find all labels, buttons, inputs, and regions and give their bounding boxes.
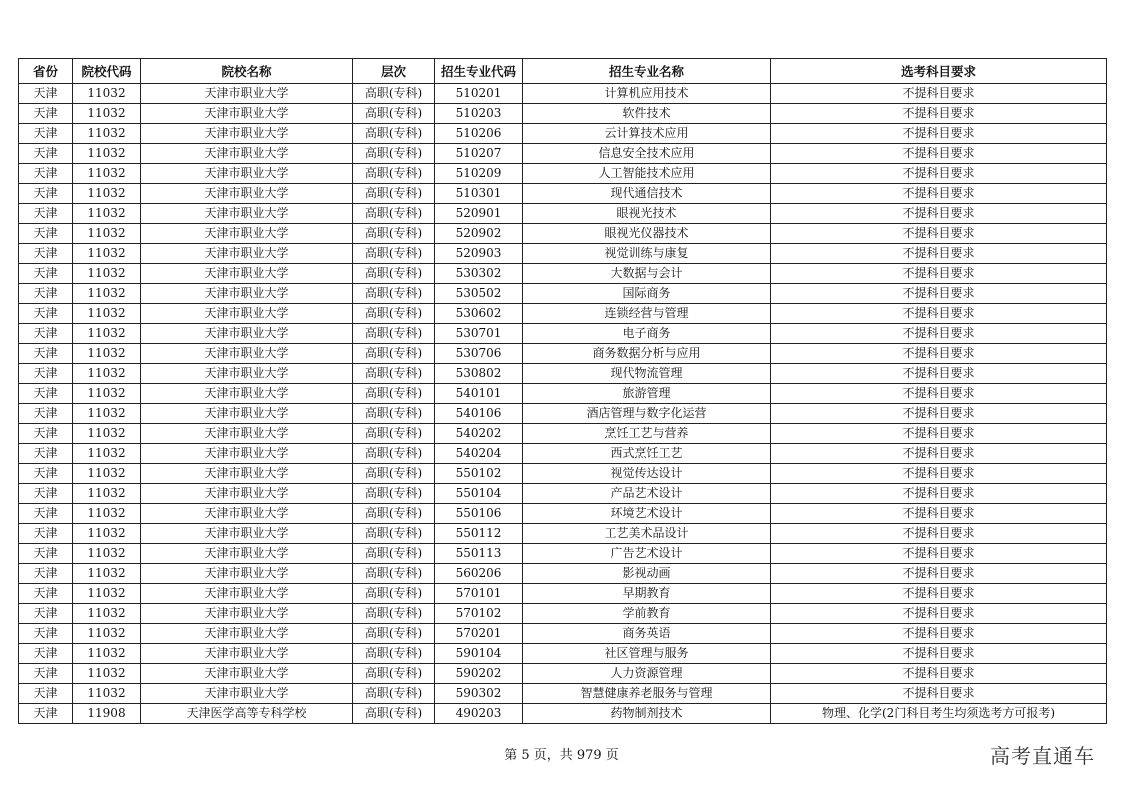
cell-school-code: 11032 [73, 244, 141, 264]
cell-school-code: 11032 [73, 604, 141, 624]
cell-subject-requirement: 不提科目要求 [771, 144, 1107, 164]
cell-province: 天津 [19, 144, 73, 164]
cell-province: 天津 [19, 404, 73, 424]
cell-major-code: 550112 [435, 524, 523, 544]
cell-school-code: 11032 [73, 404, 141, 424]
cell-major-code: 560206 [435, 564, 523, 584]
cell-major-name: 工艺美术品设计 [523, 524, 771, 544]
cell-subject-requirement: 不提科目要求 [771, 284, 1107, 304]
cell-subject-requirement: 不提科目要求 [771, 504, 1107, 524]
cell-school-code: 11032 [73, 184, 141, 204]
table-row [19, 224, 1107, 244]
cell-province: 天津 [19, 664, 73, 684]
cell-province: 天津 [19, 544, 73, 564]
cell-school-name: 天津市职业大学 [141, 504, 353, 524]
cell-school-name: 天津市职业大学 [141, 264, 353, 284]
cell-school-name: 天津市职业大学 [141, 444, 353, 464]
cell-school-name: 天津市职业大学 [141, 164, 353, 184]
cell-subject-requirement: 不提科目要求 [771, 184, 1107, 204]
cell-level: 高职(专科) [353, 264, 435, 284]
cell-province: 天津 [19, 484, 73, 504]
table-row [19, 104, 1107, 124]
cell-level: 高职(专科) [353, 124, 435, 144]
cell-subject-requirement: 不提科目要求 [771, 524, 1107, 544]
cell-subject-requirement: 不提科目要求 [771, 404, 1107, 424]
cell-major-code: 590104 [435, 644, 523, 664]
cell-major-code: 510206 [435, 124, 523, 144]
cell-school-name: 天津市职业大学 [141, 604, 353, 624]
table-row [19, 404, 1107, 424]
cell-major-name: 大数据与会计 [523, 264, 771, 284]
cell-province: 天津 [19, 424, 73, 444]
cell-major-code: 550113 [435, 544, 523, 564]
table-row [19, 384, 1107, 404]
cell-major-name: 商务英语 [523, 624, 771, 644]
column-header-province: 省份 [19, 59, 73, 84]
cell-major-code: 490203 [435, 704, 523, 724]
cell-school-name: 天津市职业大学 [141, 184, 353, 204]
cell-school-name: 天津市职业大学 [141, 404, 353, 424]
cell-major-name: 西式烹饪工艺 [523, 444, 771, 464]
cell-major-name: 学前教育 [523, 604, 771, 624]
cell-province: 天津 [19, 344, 73, 364]
cell-major-code: 520903 [435, 244, 523, 264]
cell-major-name: 产品艺术设计 [523, 484, 771, 504]
cell-subject-requirement: 不提科目要求 [771, 424, 1107, 444]
cell-major-code: 530701 [435, 324, 523, 344]
cell-school-name: 天津市职业大学 [141, 324, 353, 344]
table-row [19, 564, 1107, 584]
table-row [19, 124, 1107, 144]
cell-province: 天津 [19, 244, 73, 264]
cell-major-name: 广告艺术设计 [523, 544, 771, 564]
cell-subject-requirement: 不提科目要求 [771, 244, 1107, 264]
cell-school-name: 天津市职业大学 [141, 244, 353, 264]
cell-school-name: 天津市职业大学 [141, 104, 353, 124]
cell-school-name: 天津市职业大学 [141, 484, 353, 504]
cell-major-name: 烹饪工艺与营养 [523, 424, 771, 444]
cell-subject-requirement: 不提科目要求 [771, 224, 1107, 244]
table-row [19, 624, 1107, 644]
cell-major-name: 电子商务 [523, 324, 771, 344]
cell-province: 天津 [19, 624, 73, 644]
cell-school-name: 天津市职业大学 [141, 544, 353, 564]
cell-subject-requirement: 不提科目要求 [771, 304, 1107, 324]
cell-level: 高职(专科) [353, 284, 435, 304]
cell-province: 天津 [19, 84, 73, 104]
cell-level: 高职(专科) [353, 404, 435, 424]
cell-level: 高职(专科) [353, 424, 435, 444]
cell-school-name: 天津市职业大学 [141, 204, 353, 224]
cell-major-code: 590302 [435, 684, 523, 704]
admission-requirements-table-container [18, 58, 1106, 724]
cell-province: 天津 [19, 204, 73, 224]
cell-school-name: 天津市职业大学 [141, 364, 353, 384]
cell-subject-requirement: 不提科目要求 [771, 124, 1107, 144]
cell-major-code: 530502 [435, 284, 523, 304]
cell-level: 高职(专科) [353, 484, 435, 504]
cell-school-name: 天津市职业大学 [141, 464, 353, 484]
cell-school-code: 11032 [73, 104, 141, 124]
cell-major-name: 视觉训练与康复 [523, 244, 771, 264]
cell-major-code: 570201 [435, 624, 523, 644]
cell-subject-requirement: 不提科目要求 [771, 604, 1107, 624]
cell-school-code: 11032 [73, 164, 141, 184]
cell-level: 高职(专科) [353, 664, 435, 684]
cell-level: 高职(专科) [353, 504, 435, 524]
cell-subject-requirement: 不提科目要求 [771, 644, 1107, 664]
cell-subject-requirement: 不提科目要求 [771, 544, 1107, 564]
cell-level: 高职(专科) [353, 164, 435, 184]
cell-school-code: 11032 [73, 144, 141, 164]
cell-level: 高职(专科) [353, 244, 435, 264]
cell-major-name: 眼视光技术 [523, 204, 771, 224]
column-header-school-code: 院校代码 [73, 59, 141, 84]
table-row [19, 584, 1107, 604]
cell-level: 高职(专科) [353, 364, 435, 384]
cell-major-code: 510301 [435, 184, 523, 204]
cell-level: 高职(专科) [353, 384, 435, 404]
cell-subject-requirement: 不提科目要求 [771, 564, 1107, 584]
cell-province: 天津 [19, 504, 73, 524]
column-header-major-name: 招生专业名称 [523, 59, 771, 84]
cell-subject-requirement: 不提科目要求 [771, 164, 1107, 184]
cell-province: 天津 [19, 164, 73, 184]
cell-school-code: 11032 [73, 384, 141, 404]
table-row [19, 304, 1107, 324]
cell-level: 高职(专科) [353, 644, 435, 664]
cell-subject-requirement: 不提科目要求 [771, 384, 1107, 404]
cell-level: 高职(专科) [353, 604, 435, 624]
cell-major-code: 530302 [435, 264, 523, 284]
cell-school-code: 11032 [73, 124, 141, 144]
cell-major-name: 连锁经营与管理 [523, 304, 771, 324]
cell-school-code: 11032 [73, 84, 141, 104]
table-row [19, 504, 1107, 524]
cell-province: 天津 [19, 444, 73, 464]
table-row [19, 484, 1107, 504]
column-header-school-name: 院校名称 [141, 59, 353, 84]
cell-province: 天津 [19, 584, 73, 604]
cell-major-name: 环境艺术设计 [523, 504, 771, 524]
table-row [19, 284, 1107, 304]
column-header-major-code: 招生专业代码 [435, 59, 523, 84]
cell-major-code: 590202 [435, 664, 523, 684]
cell-school-code: 11032 [73, 484, 141, 504]
table-row [19, 604, 1107, 624]
cell-province: 天津 [19, 684, 73, 704]
cell-school-name: 天津市职业大学 [141, 644, 353, 664]
cell-level: 高职(专科) [353, 464, 435, 484]
cell-subject-requirement: 物理、化学(2门科目考生均须选考方可报考) [771, 704, 1107, 724]
cell-school-code: 11032 [73, 544, 141, 564]
cell-school-name: 天津市职业大学 [141, 144, 353, 164]
cell-level: 高职(专科) [353, 224, 435, 244]
cell-major-name: 社区管理与服务 [523, 644, 771, 664]
cell-province: 天津 [19, 564, 73, 584]
cell-school-name: 天津市职业大学 [141, 664, 353, 684]
table-row [19, 464, 1107, 484]
cell-province: 天津 [19, 384, 73, 404]
cell-province: 天津 [19, 464, 73, 484]
cell-level: 高职(专科) [353, 184, 435, 204]
cell-major-name: 眼视光仪器技术 [523, 224, 771, 244]
cell-level: 高职(专科) [353, 444, 435, 464]
cell-major-code: 530706 [435, 344, 523, 364]
cell-school-name: 天津市职业大学 [141, 284, 353, 304]
cell-major-code: 550104 [435, 484, 523, 504]
cell-school-code: 11032 [73, 524, 141, 544]
cell-school-code: 11032 [73, 504, 141, 524]
cell-school-name: 天津医学高等专科学校 [141, 704, 353, 724]
cell-level: 高职(专科) [353, 564, 435, 584]
cell-level: 高职(专科) [353, 624, 435, 644]
cell-major-code: 540106 [435, 404, 523, 424]
admission-requirements-table [18, 58, 1107, 724]
cell-major-code: 510203 [435, 104, 523, 124]
cell-school-name: 天津市职业大学 [141, 124, 353, 144]
cell-subject-requirement: 不提科目要求 [771, 324, 1107, 344]
cell-school-name: 天津市职业大学 [141, 424, 353, 444]
table-row [19, 664, 1107, 684]
cell-major-name: 信息安全技术应用 [523, 144, 771, 164]
cell-subject-requirement: 不提科目要求 [771, 624, 1107, 644]
cell-major-name: 云计算技术应用 [523, 124, 771, 144]
column-header-level: 层次 [353, 59, 435, 84]
cell-level: 高职(专科) [353, 524, 435, 544]
cell-school-name: 天津市职业大学 [141, 524, 353, 544]
cell-school-name: 天津市职业大学 [141, 684, 353, 704]
table-header-row [19, 59, 1107, 84]
cell-province: 天津 [19, 224, 73, 244]
cell-school-code: 11032 [73, 564, 141, 584]
table-row [19, 684, 1107, 704]
cell-major-name: 软件技术 [523, 104, 771, 124]
cell-major-name: 智慧健康养老服务与管理 [523, 684, 771, 704]
table-row [19, 184, 1107, 204]
cell-school-code: 11032 [73, 264, 141, 284]
cell-school-name: 天津市职业大学 [141, 584, 353, 604]
cell-province: 天津 [19, 304, 73, 324]
cell-major-name: 人工智能技术应用 [523, 164, 771, 184]
cell-major-name: 药物制剂技术 [523, 704, 771, 724]
cell-province: 天津 [19, 104, 73, 124]
table-row [19, 544, 1107, 564]
cell-province: 天津 [19, 124, 73, 144]
cell-level: 高职(专科) [353, 144, 435, 164]
cell-province: 天津 [19, 364, 73, 384]
cell-major-code: 550106 [435, 504, 523, 524]
cell-major-name: 视觉传达设计 [523, 464, 771, 484]
cell-major-name: 早期教育 [523, 584, 771, 604]
cell-level: 高职(专科) [353, 204, 435, 224]
cell-province: 天津 [19, 604, 73, 624]
cell-school-code: 11032 [73, 644, 141, 664]
column-header-subject-requirement: 选考科目要求 [771, 59, 1107, 84]
cell-school-name: 天津市职业大学 [141, 304, 353, 324]
table-row [19, 524, 1107, 544]
cell-school-code: 11032 [73, 224, 141, 244]
cell-subject-requirement: 不提科目要求 [771, 684, 1107, 704]
cell-level: 高职(专科) [353, 544, 435, 564]
cell-subject-requirement: 不提科目要求 [771, 484, 1107, 504]
cell-subject-requirement: 不提科目要求 [771, 204, 1107, 224]
cell-school-name: 天津市职业大学 [141, 564, 353, 584]
table-row [19, 164, 1107, 184]
cell-level: 高职(专科) [353, 304, 435, 324]
cell-level: 高职(专科) [353, 344, 435, 364]
cell-subject-requirement: 不提科目要求 [771, 104, 1107, 124]
cell-school-code: 11032 [73, 324, 141, 344]
table-row [19, 84, 1107, 104]
cell-province: 天津 [19, 644, 73, 664]
cell-province: 天津 [19, 264, 73, 284]
cell-school-name: 天津市职业大学 [141, 84, 353, 104]
table-row [19, 244, 1107, 264]
cell-school-code: 11032 [73, 304, 141, 324]
cell-school-code: 11032 [73, 344, 141, 364]
cell-major-code: 510209 [435, 164, 523, 184]
table-row [19, 324, 1107, 344]
cell-major-name: 旅游管理 [523, 384, 771, 404]
cell-school-code: 11032 [73, 204, 141, 224]
cell-level: 高职(专科) [353, 104, 435, 124]
cell-major-name: 商务数据分析与应用 [523, 344, 771, 364]
cell-subject-requirement: 不提科目要求 [771, 264, 1107, 284]
cell-major-code: 530802 [435, 364, 523, 384]
cell-major-name: 酒店管理与数字化运营 [523, 404, 771, 424]
cell-major-name: 现代物流管理 [523, 364, 771, 384]
cell-school-code: 11908 [73, 704, 141, 724]
table-body [19, 84, 1107, 724]
cell-subject-requirement: 不提科目要求 [771, 344, 1107, 364]
cell-major-code: 540202 [435, 424, 523, 444]
table-row [19, 424, 1107, 444]
cell-level: 高职(专科) [353, 584, 435, 604]
cell-level: 高职(专科) [353, 324, 435, 344]
cell-province: 天津 [19, 284, 73, 304]
cell-province: 天津 [19, 184, 73, 204]
cell-school-code: 11032 [73, 284, 141, 304]
cell-province: 天津 [19, 704, 73, 724]
cell-school-name: 天津市职业大学 [141, 624, 353, 644]
cell-major-code: 550102 [435, 464, 523, 484]
cell-subject-requirement: 不提科目要求 [771, 84, 1107, 104]
cell-major-code: 540204 [435, 444, 523, 464]
cell-school-code: 11032 [73, 684, 141, 704]
cell-school-code: 11032 [73, 424, 141, 444]
cell-school-code: 11032 [73, 664, 141, 684]
cell-school-name: 天津市职业大学 [141, 344, 353, 364]
cell-major-code: 570101 [435, 584, 523, 604]
cell-level: 高职(专科) [353, 84, 435, 104]
cell-major-code: 530602 [435, 304, 523, 324]
cell-major-code: 520901 [435, 204, 523, 224]
cell-major-name: 计算机应用技术 [523, 84, 771, 104]
cell-subject-requirement: 不提科目要求 [771, 584, 1107, 604]
cell-subject-requirement: 不提科目要求 [771, 464, 1107, 484]
table-row [19, 264, 1107, 284]
cell-school-name: 天津市职业大学 [141, 224, 353, 244]
cell-subject-requirement: 不提科目要求 [771, 444, 1107, 464]
cell-province: 天津 [19, 524, 73, 544]
cell-major-name: 国际商务 [523, 284, 771, 304]
page-number-footer: 第 5 页，共 979 页 [504, 748, 619, 763]
cell-major-code: 570102 [435, 604, 523, 624]
cell-school-code: 11032 [73, 584, 141, 604]
cell-major-code: 520902 [435, 224, 523, 244]
table-row [19, 364, 1107, 384]
cell-school-name: 天津市职业大学 [141, 384, 353, 404]
table-row [19, 644, 1107, 664]
cell-subject-requirement: 不提科目要求 [771, 664, 1107, 684]
cell-major-name: 人力资源管理 [523, 664, 771, 684]
table-row [19, 704, 1107, 724]
cell-major-code: 510207 [435, 144, 523, 164]
cell-major-code: 540101 [435, 384, 523, 404]
table-row [19, 344, 1107, 364]
cell-school-code: 11032 [73, 624, 141, 644]
cell-major-code: 510201 [435, 84, 523, 104]
table-row [19, 444, 1107, 464]
cell-major-name: 影视动画 [523, 564, 771, 584]
table-row [19, 204, 1107, 224]
cell-major-name: 现代通信技术 [523, 184, 771, 204]
cell-level: 高职(专科) [353, 684, 435, 704]
table-row [19, 144, 1107, 164]
cell-school-code: 11032 [73, 364, 141, 384]
cell-school-code: 11032 [73, 444, 141, 464]
cell-subject-requirement: 不提科目要求 [771, 364, 1107, 384]
watermark-text: 高考直通车 [990, 744, 1095, 768]
cell-province: 天津 [19, 324, 73, 344]
cell-level: 高职(专科) [353, 704, 435, 724]
cell-school-code: 11032 [73, 464, 141, 484]
